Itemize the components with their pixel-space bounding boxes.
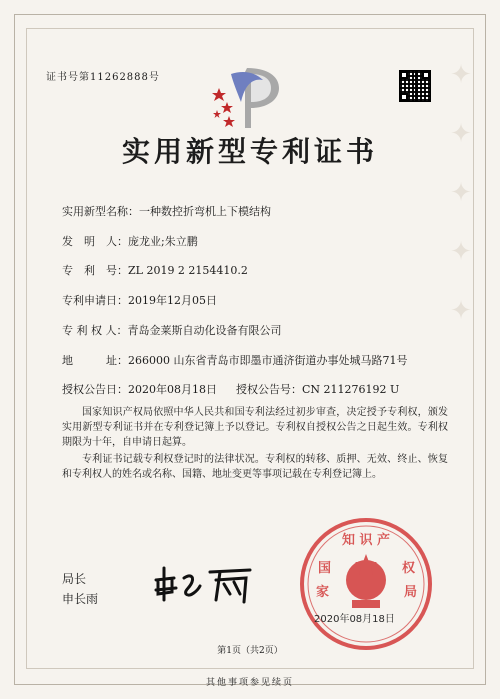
grant-row	[62, 381, 399, 397]
field-label: 授权公告日：	[62, 383, 128, 396]
watermark-pattern: ✦ ✦ ✦ ✦ ✦	[446, 60, 476, 337]
field-value: 一种数控折弯机上下模结构	[139, 205, 271, 218]
address-row	[62, 352, 407, 368]
patent-office-logo-icon	[205, 62, 295, 130]
field-label: 专利申请日：	[62, 294, 128, 307]
svg-text:权: 权	[402, 561, 416, 576]
patent-number-row	[62, 262, 248, 278]
svg-text:家: 家	[316, 585, 330, 600]
svg-text:知 识 产: 知 识 产	[341, 533, 391, 548]
field-label: 地 址：	[62, 354, 128, 367]
field-value: 2020年08月18日	[128, 383, 217, 396]
field-value: 青岛金莱斯自动化设备有限公司	[127, 324, 282, 337]
body-paragraph-2: 专利证书记载专利权登记时的法律状况。专利权的转移、质押、无效、终止、恢复和专利权人的姓名或名称、国籍、地址变更等事项记载在专利登记簿上。	[62, 454, 448, 480]
seal-date: 2020年08月18日	[314, 614, 395, 625]
certificate-number: 证书号第11262888号	[46, 72, 160, 83]
application-date-row	[62, 292, 217, 308]
qr-code-icon	[399, 70, 431, 102]
page-number: 第1页（共2页）	[217, 646, 283, 656]
official-seal-icon	[296, 514, 436, 654]
utility-model-name-row	[62, 203, 271, 219]
field-value: 庞龙业;朱立鹏	[128, 235, 198, 248]
field-label: 专 利 号：	[62, 264, 128, 277]
field-value: 266000 山东省青岛市即墨市通济街道办事处城马路71号	[128, 354, 408, 367]
field-value: CN 211276192 U	[302, 383, 400, 396]
inventor-row	[62, 233, 198, 249]
field-label: 实用新型名称：	[62, 205, 139, 218]
certificate-title: 实用新型专利证书	[121, 135, 378, 168]
svg-text:局: 局	[404, 585, 418, 600]
svg-text:国: 国	[318, 561, 332, 576]
patentee-row	[62, 322, 282, 338]
chief-name: 申长雨	[62, 592, 99, 606]
field-label: 发 明 人：	[62, 235, 128, 248]
signature-icon	[150, 560, 260, 610]
body-paragraph-1: 国家知识产权局依照中华人民共和国专利法经过初步审查，决定授予专利权，颁发实用新型专利证书并在专利登记簿上予以登记。专利权自授权公告之日起生效。专利权期限为十年，自申请日起算。	[62, 407, 448, 448]
field-label: 授权公告号：	[236, 383, 302, 396]
field-label: 专 利 权 人：	[62, 324, 128, 337]
footer-note: 其他事项参见续页	[205, 678, 294, 688]
chief-title: 局长	[62, 572, 87, 586]
field-value: 2019年12月05日	[128, 294, 217, 307]
field-value: ZL 2019 2 2154410.2	[128, 264, 248, 277]
